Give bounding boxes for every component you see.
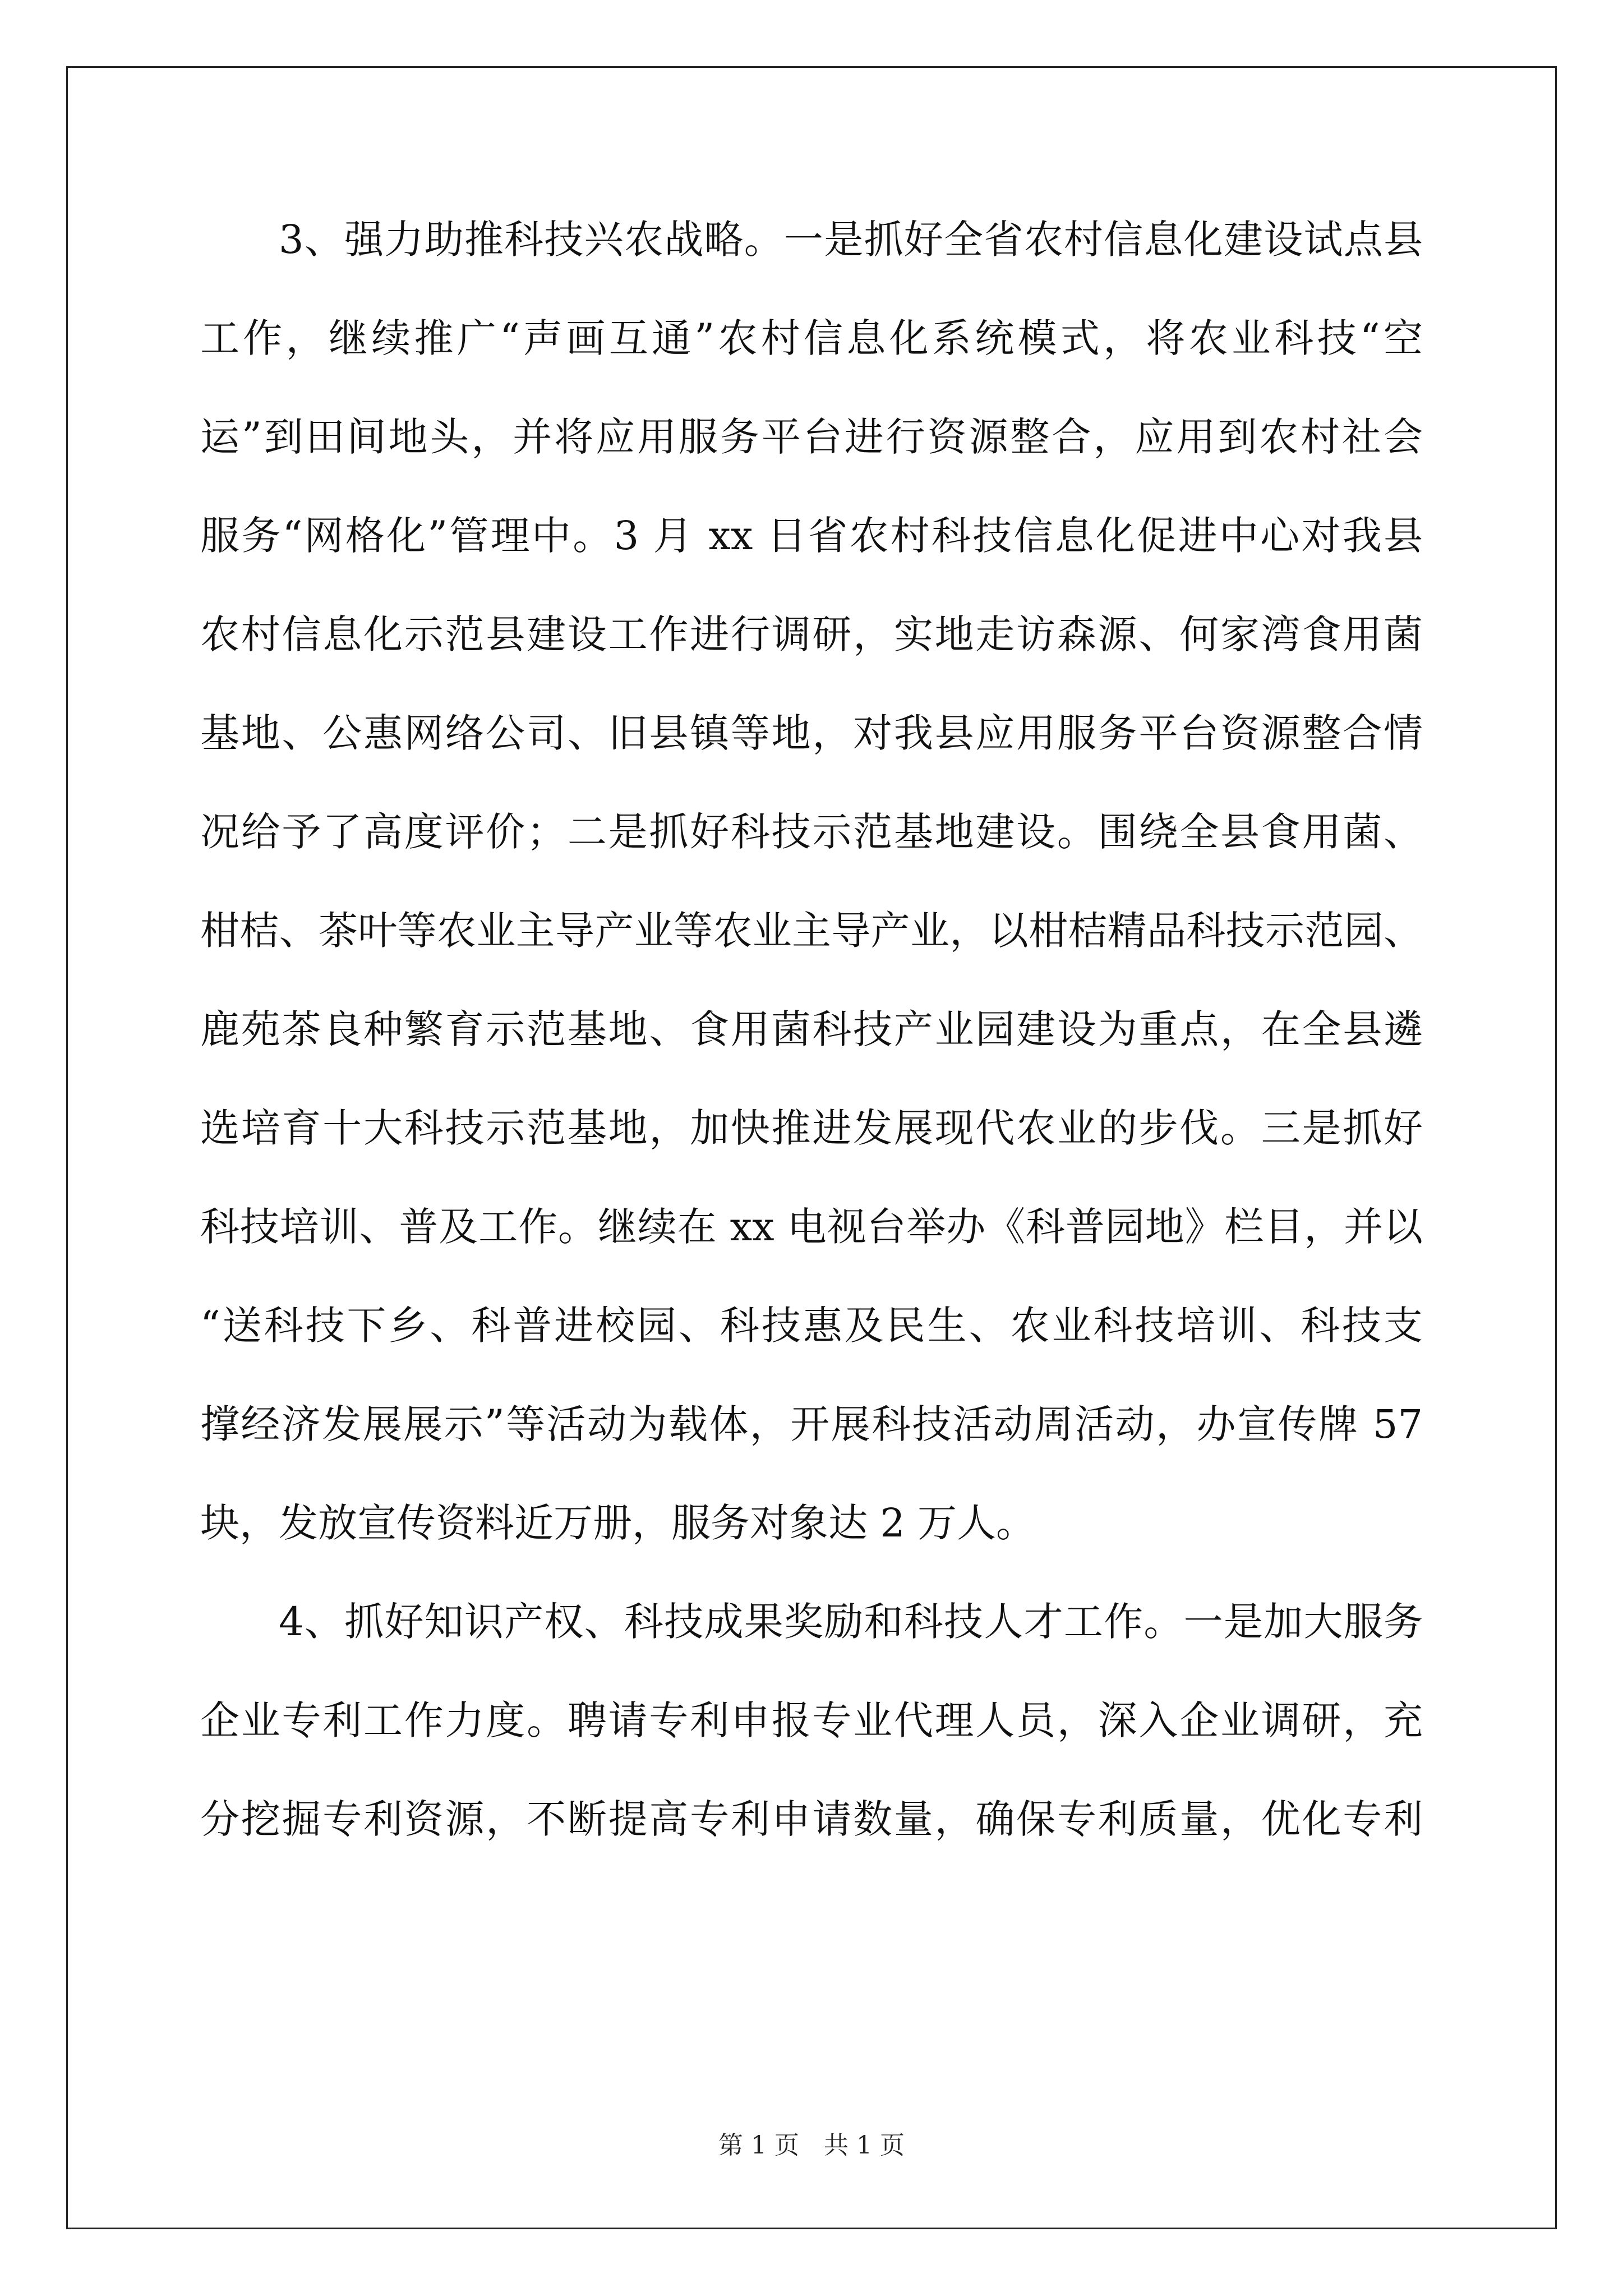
page-footer: 第 1 页 共 1 页 bbox=[718, 2131, 905, 2160]
paragraph-3-line-1: 3、强力助推科技兴农战略。一是抓好全省农村信息化建设试点县 bbox=[279, 217, 1423, 263]
paragraph-4-line-3: 分挖掘专利资源，不断提高专利申请数量，确保专利质量，优化专利 bbox=[200, 1796, 1423, 1842]
paragraph-3-line-14: 块，发放宣传资料近万册，服务对象达 2 万人。 bbox=[200, 1500, 1036, 1546]
paragraph-3-line-12: “送科技下乡、科普进校园、科技惠及民生、农业科技培训、科技支 bbox=[200, 1303, 1423, 1349]
paragraph-4-line-1: 4、抓好知识产权、科技成果奖励和科技人才工作。一是加大服务 bbox=[279, 1599, 1423, 1645]
paragraph-4-line-2: 企业专利工作力度。聘请专利申报专业代理人员，深入企业调研，充 bbox=[200, 1697, 1423, 1743]
paragraph-3-line-3: 运”到田间地头，并将应用服务平台进行资源整合，应用到农村社会 bbox=[200, 414, 1423, 460]
document-body bbox=[200, 209, 1423, 1887]
paragraph-3-line-7: 况给予了高度评价；二是抓好科技示范基地建设。围绕全县食用菌、 bbox=[200, 809, 1423, 855]
paragraph-3-line-11: 科技培训、普及工作。继续在 xx 电视台举办《科普园地》栏目，并以 bbox=[200, 1204, 1423, 1250]
paragraph-3-line-6: 基地、公惠网络公司、旧县镇等地，对我县应用服务平台资源整合情 bbox=[200, 710, 1423, 756]
paragraph-3-line-10: 选培育十大科技示范基地，加快推进发展现代农业的步伐。三是抓好 bbox=[200, 1105, 1423, 1151]
paragraph-3-line-5: 农村信息化示范县建设工作进行调研，实地走访森源、何家湾食用菌 bbox=[200, 611, 1423, 657]
paragraph-3-line-13: 撑经济发展展示”等活动为载体，开展科技活动周活动，办宣传牌 57 bbox=[200, 1401, 1423, 1447]
paragraph-3-line-2: 工作，继续推广“声画互通”农村信息化系统模式，将农业科技“空 bbox=[200, 315, 1423, 361]
paragraph-3-line-9: 鹿苑茶良种繁育示范基地、食用菌科技产业园建设为重点，在全县遴 bbox=[200, 1006, 1423, 1052]
paragraph-3-line-4: 服务“网格化”管理中。3 月 xx 日省农村科技信息化促进中心对我县 bbox=[200, 513, 1423, 559]
paragraph-3-line-8: 柑桔、茶叶等农业主导产业等农业主导产业，以柑桔精品科技示范园、 bbox=[200, 908, 1423, 954]
